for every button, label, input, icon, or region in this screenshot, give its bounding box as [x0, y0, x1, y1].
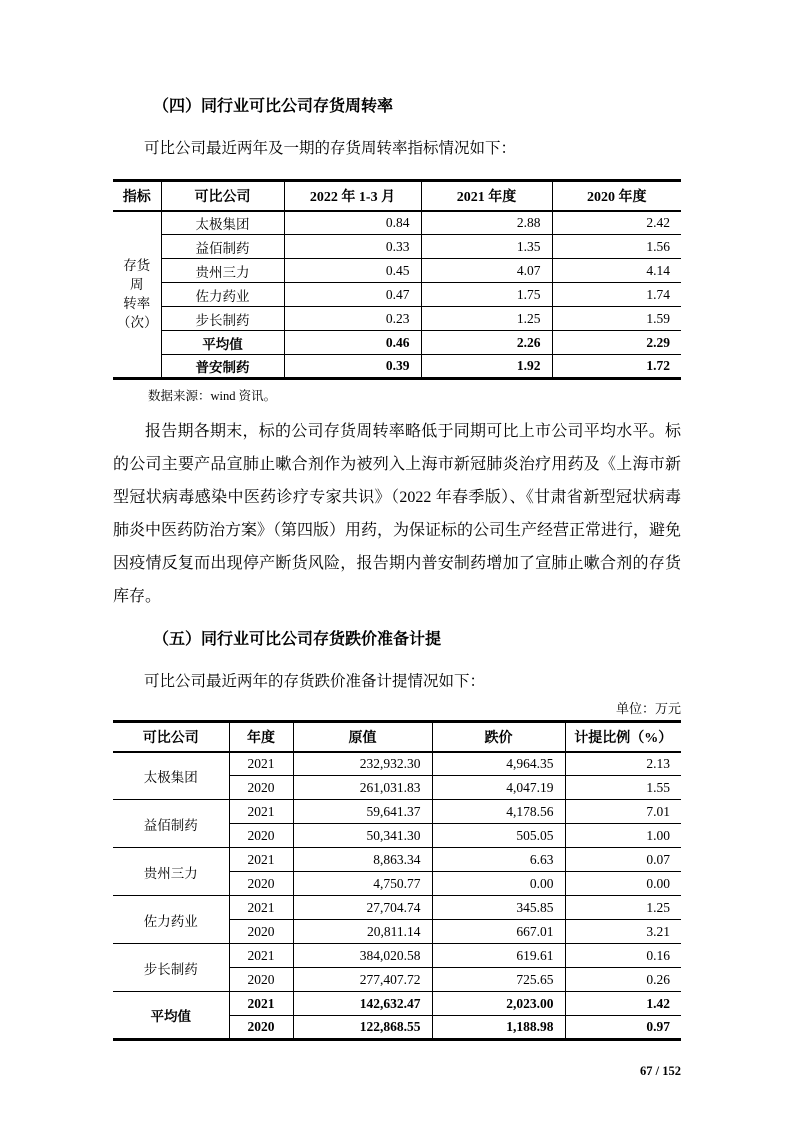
value-cell: 2,023.00	[432, 992, 565, 1016]
value-cell: 59,641.37	[293, 800, 432, 824]
table-row	[113, 944, 681, 968]
value-cell: 4.14	[552, 259, 681, 283]
value-cell: 0.07	[565, 848, 681, 872]
provision-table-header	[113, 722, 681, 752]
year-cell: 2020	[229, 920, 293, 944]
company-cell: 平均值	[161, 331, 284, 355]
value-cell: 1.25	[565, 896, 681, 920]
company-cell: 普安制药	[161, 355, 284, 379]
value-cell: 1.42	[565, 992, 681, 1016]
value-cell: 2.42	[552, 211, 681, 235]
value-cell: 1.55	[565, 776, 681, 800]
inventory-turnover-table	[113, 179, 681, 380]
table-header-row	[113, 181, 681, 211]
value-cell: 4,178.56	[432, 800, 565, 824]
value-cell: 277,407.72	[293, 968, 432, 992]
company-cell: 佐力药业	[161, 283, 284, 307]
table-header-row	[113, 722, 681, 752]
value-cell: 4.07	[421, 259, 552, 283]
company-cell: 益佰制药	[113, 800, 229, 848]
value-cell: 345.85	[432, 896, 565, 920]
company-cell: 佐力药业	[113, 896, 229, 944]
year-cell: 2021	[229, 848, 293, 872]
column-header: 可比公司	[161, 181, 284, 211]
analysis-paragraph: 报告期各期末，标的公司存货周转率略低于同期可比上市公司平均水平。标的公司主要产品宣肺止嗽合剂作为被列入上海市新冠肺炎治疗用药及《上海市新型冠状病毒感染中医药诊疗专家共识》（2022 年春季版）、《甘肃省新型冠状病毒肺炎中医药防治方案》（第四版）用药，为保证标的公司生产经营正常进行，避免因疫情反复而出现停产断货风险，报告期内普安制药增加了宣肺止嗽合剂的存货库存。	[113, 423, 682, 605]
year-cell: 2021	[229, 992, 293, 1016]
value-cell: 6.63	[432, 848, 565, 872]
table-row	[113, 283, 681, 307]
column-header: 计提比例（%）	[565, 722, 681, 752]
value-cell: 725.65	[432, 968, 565, 992]
value-cell: 142,632.47	[293, 992, 432, 1016]
table-row	[113, 752, 681, 776]
value-cell: 0.16	[565, 944, 681, 968]
value-cell: 1.00	[565, 824, 681, 848]
provision-table-body	[113, 752, 681, 1040]
value-cell: 2.13	[565, 752, 681, 776]
year-cell: 2020	[229, 872, 293, 896]
value-cell: 27,704.74	[293, 896, 432, 920]
value-cell: 8,863.34	[293, 848, 432, 872]
section-5-heading: （五）同行业可比公司存货跌价准备计提	[153, 631, 442, 648]
column-header: 指标	[113, 181, 161, 211]
value-cell: 0.26	[565, 968, 681, 992]
year-cell: 2020	[229, 824, 293, 848]
value-cell: 1.72	[552, 355, 681, 379]
value-cell: 0.00	[432, 872, 565, 896]
value-cell: 2.88	[421, 211, 552, 235]
year-cell: 2020	[229, 968, 293, 992]
company-cell: 太极集团	[113, 752, 229, 800]
page-number: 67 / 152	[640, 1064, 681, 1078]
value-cell: 0.84	[284, 211, 421, 235]
year-cell: 2021	[229, 896, 293, 920]
page-content	[113, 0, 681, 1079]
table-row	[113, 307, 681, 331]
value-cell: 384,020.58	[293, 944, 432, 968]
unit-note: 单位：万元	[615, 701, 681, 716]
value-cell: 619.61	[432, 944, 565, 968]
table-row	[113, 800, 681, 824]
value-cell: 1.35	[421, 235, 552, 259]
value-cell: 1.74	[552, 283, 681, 307]
value-cell: 0.97	[565, 1016, 681, 1040]
company-cell: 太极集团	[161, 211, 284, 235]
value-cell: 1.92	[421, 355, 552, 379]
value-cell: 4,750.77	[293, 872, 432, 896]
year-cell: 2021	[229, 800, 293, 824]
value-cell: 2.26	[421, 331, 552, 355]
column-header: 2022 年 1-3 月	[284, 181, 421, 211]
column-header: 原值	[293, 722, 432, 752]
value-cell: 50,341.30	[293, 824, 432, 848]
company-cell: 步长制药	[161, 307, 284, 331]
section-4-heading: （四）同行业可比公司存货周转率	[153, 98, 394, 115]
table-row	[113, 259, 681, 283]
value-cell: 1,188.98	[432, 1016, 565, 1040]
value-cell: 1.25	[421, 307, 552, 331]
value-cell: 0.46	[284, 331, 421, 355]
section-4-intro: 可比公司最近两年及一期的存货周转率指标情况如下：	[144, 140, 517, 157]
value-cell: 3.21	[565, 920, 681, 944]
value-cell: 2.29	[552, 331, 681, 355]
company-cell: 贵州三力	[161, 259, 284, 283]
turnover-table-header	[113, 181, 681, 211]
inventory-provision-table	[113, 720, 681, 1041]
value-cell: 1.59	[552, 307, 681, 331]
section-5-intro: 可比公司最近两年的存货跌价准备计提情况如下：	[144, 673, 486, 690]
column-header: 可比公司	[113, 722, 229, 752]
value-cell: 7.01	[565, 800, 681, 824]
table-row	[113, 235, 681, 259]
value-cell: 4,964.35	[432, 752, 565, 776]
value-cell: 0.00	[565, 872, 681, 896]
indicator-cell: 存货周 转率 （次）	[113, 211, 161, 379]
value-cell: 122,868.55	[293, 1016, 432, 1040]
year-cell: 2020	[229, 1016, 293, 1040]
company-cell: 步长制药	[113, 944, 229, 992]
turnover-table-body	[113, 211, 681, 379]
company-cell: 贵州三力	[113, 848, 229, 896]
value-cell: 0.33	[284, 235, 421, 259]
table-row	[113, 211, 681, 235]
value-cell: 261,031.83	[293, 776, 432, 800]
year-cell: 2021	[229, 944, 293, 968]
company-cell: 益佰制药	[161, 235, 284, 259]
company-cell: 平均值	[113, 992, 229, 1040]
year-cell: 2021	[229, 752, 293, 776]
value-cell: 20,811.14	[293, 920, 432, 944]
value-cell: 667.01	[432, 920, 565, 944]
table-row	[113, 896, 681, 920]
value-cell: 505.05	[432, 824, 565, 848]
value-cell: 4,047.19	[432, 776, 565, 800]
value-cell: 0.45	[284, 259, 421, 283]
table-row	[113, 848, 681, 872]
value-cell: 0.23	[284, 307, 421, 331]
value-cell: 1.56	[552, 235, 681, 259]
value-cell: 1.75	[421, 283, 552, 307]
table-row	[113, 355, 681, 379]
table-row	[113, 331, 681, 355]
column-header: 2020 年度	[552, 181, 681, 211]
data-source-note: 数据来源：wind 资讯。	[148, 389, 277, 403]
year-cell: 2020	[229, 776, 293, 800]
value-cell: 0.47	[284, 283, 421, 307]
value-cell: 232,932.30	[293, 752, 432, 776]
column-header: 跌价	[432, 722, 565, 752]
column-header: 2021 年度	[421, 181, 552, 211]
value-cell: 0.39	[284, 355, 421, 379]
table-row	[113, 992, 681, 1016]
column-header: 年度	[229, 722, 293, 752]
